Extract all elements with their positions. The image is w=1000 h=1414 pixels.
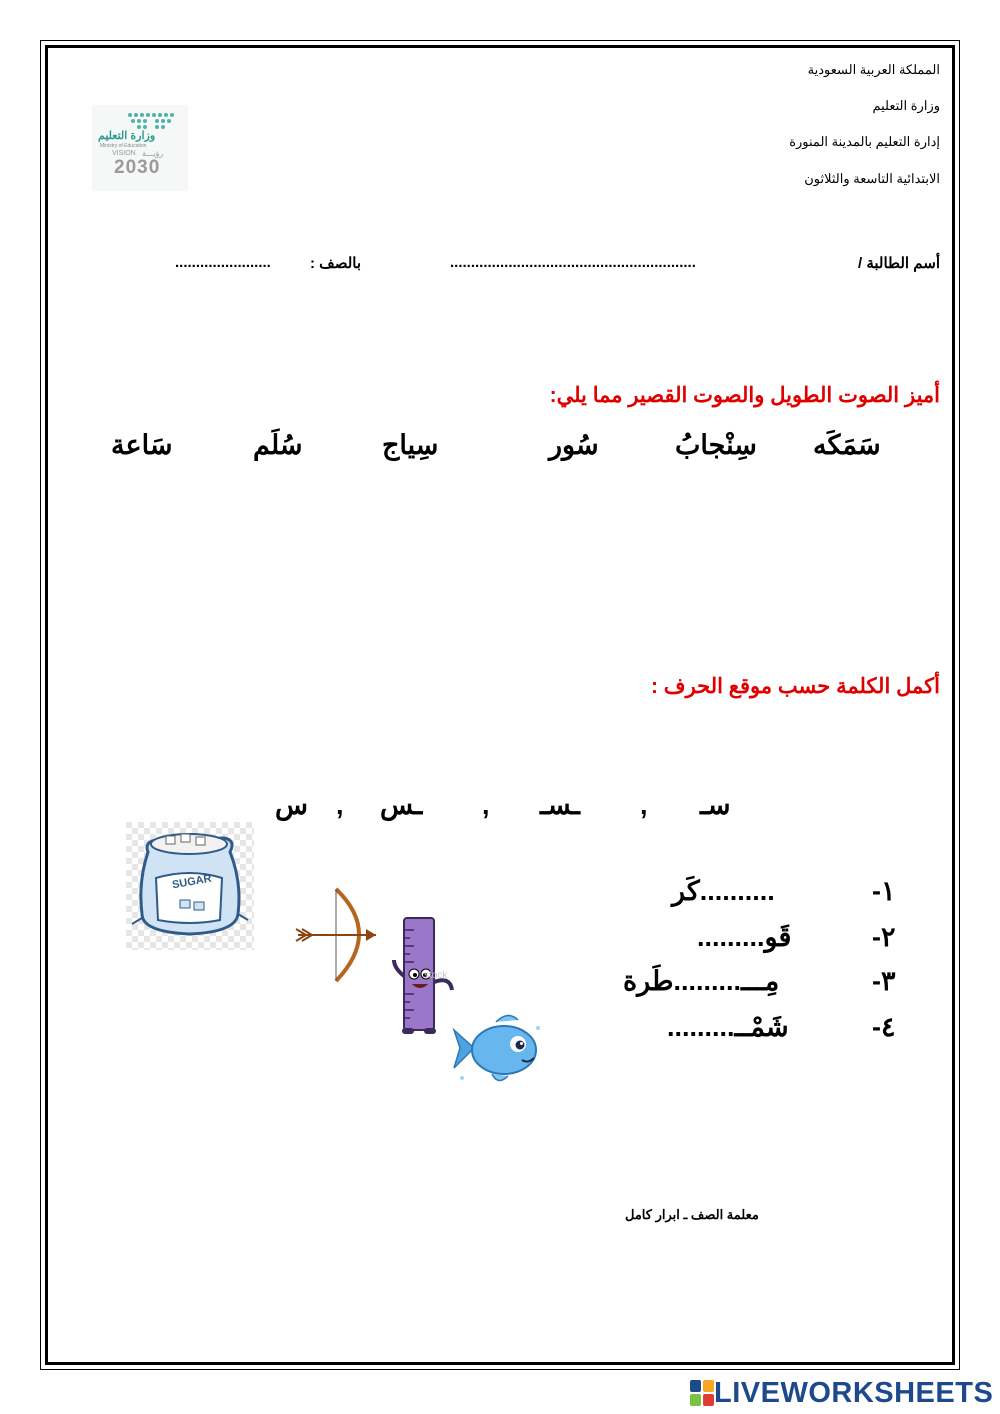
question-text[interactable]: ..........كَر: [672, 876, 775, 906]
logo-english-text: Ministry of Education: [100, 143, 147, 149]
student-name-label: أسم الطالبة /: [858, 255, 940, 272]
letter-form-isolated: س: [275, 790, 308, 820]
liveworksheets-logo-icon: [690, 1380, 714, 1406]
logo-vision-label: VISION: [112, 150, 136, 157]
logo-vision-year: 2030: [114, 157, 161, 178]
word-sur: سُور: [549, 430, 599, 460]
liveworksheets-wordmark: LIVEWORKSHEETS: [714, 1376, 994, 1409]
ruler-image: [388, 916, 460, 1040]
page-border-inner: [45, 45, 955, 1365]
ruler-watermark: stock: [424, 970, 448, 981]
letter-form-medial: ـسـ: [540, 790, 580, 820]
letter-form-final: ـس: [380, 790, 423, 820]
fish-image: [452, 1008, 544, 1088]
question-text[interactable]: قَو.........: [697, 922, 792, 952]
sugar-label: SUGAR: [171, 872, 213, 892]
header-line-department: إدارة التعليم بالمدينة المنورة: [789, 134, 940, 149]
question-number: ٣-: [872, 966, 896, 996]
logo-arabic-text: وزارة التعليم: [98, 130, 156, 142]
letter-separator: ,: [482, 790, 490, 820]
header-line-school: الابتدائية التاسعة والثلاثون: [804, 171, 940, 186]
logo-vision-arabic: رؤيـــة: [142, 149, 164, 158]
fish-icon: [452, 1008, 544, 1088]
header-line-country: المملكة العربية السعودية: [807, 62, 940, 77]
word-samakah: سَمَكَه: [813, 430, 881, 460]
letter-form-initial: سـ: [700, 790, 731, 820]
question-text[interactable]: مِـــ.........طَرة: [623, 966, 780, 996]
letter-separator: ,: [336, 790, 344, 820]
class-field[interactable]: .......................: [175, 254, 271, 271]
ministry-logo: [92, 105, 188, 191]
word-saah: سَاعة: [111, 430, 173, 460]
word-sullam: سُلَم: [253, 430, 303, 460]
header-line-ministry: وزارة التعليم: [872, 98, 940, 113]
question-text[interactable]: شَمْــ.........: [667, 1012, 789, 1042]
liveworksheets-brand[interactable]: [690, 1376, 993, 1410]
letter-separator: ,: [640, 790, 648, 820]
bow-arrow-image: [292, 885, 382, 985]
word-sinjab: سِنْجابُ: [675, 430, 757, 460]
word-siyaj: سِياج: [382, 430, 439, 460]
section1-title: أميز الصوت الطويل والصوت القصير مما يلي:: [549, 384, 940, 407]
question-number: ٢-: [872, 922, 896, 952]
teacher-signature: معلمة الصف ـ ابرار كامل: [625, 1207, 759, 1222]
section2-title: أكمل الكلمة حسب موقع الحرف :: [650, 675, 940, 698]
sugar-bag-image: [126, 822, 254, 950]
question-number: ١-: [872, 876, 896, 906]
bow-arrow-icon: [292, 885, 382, 985]
question-number: ٤-: [872, 1012, 896, 1042]
student-name-field[interactable]: ...........................................................: [450, 254, 696, 271]
class-label: بالصف :: [310, 255, 362, 272]
